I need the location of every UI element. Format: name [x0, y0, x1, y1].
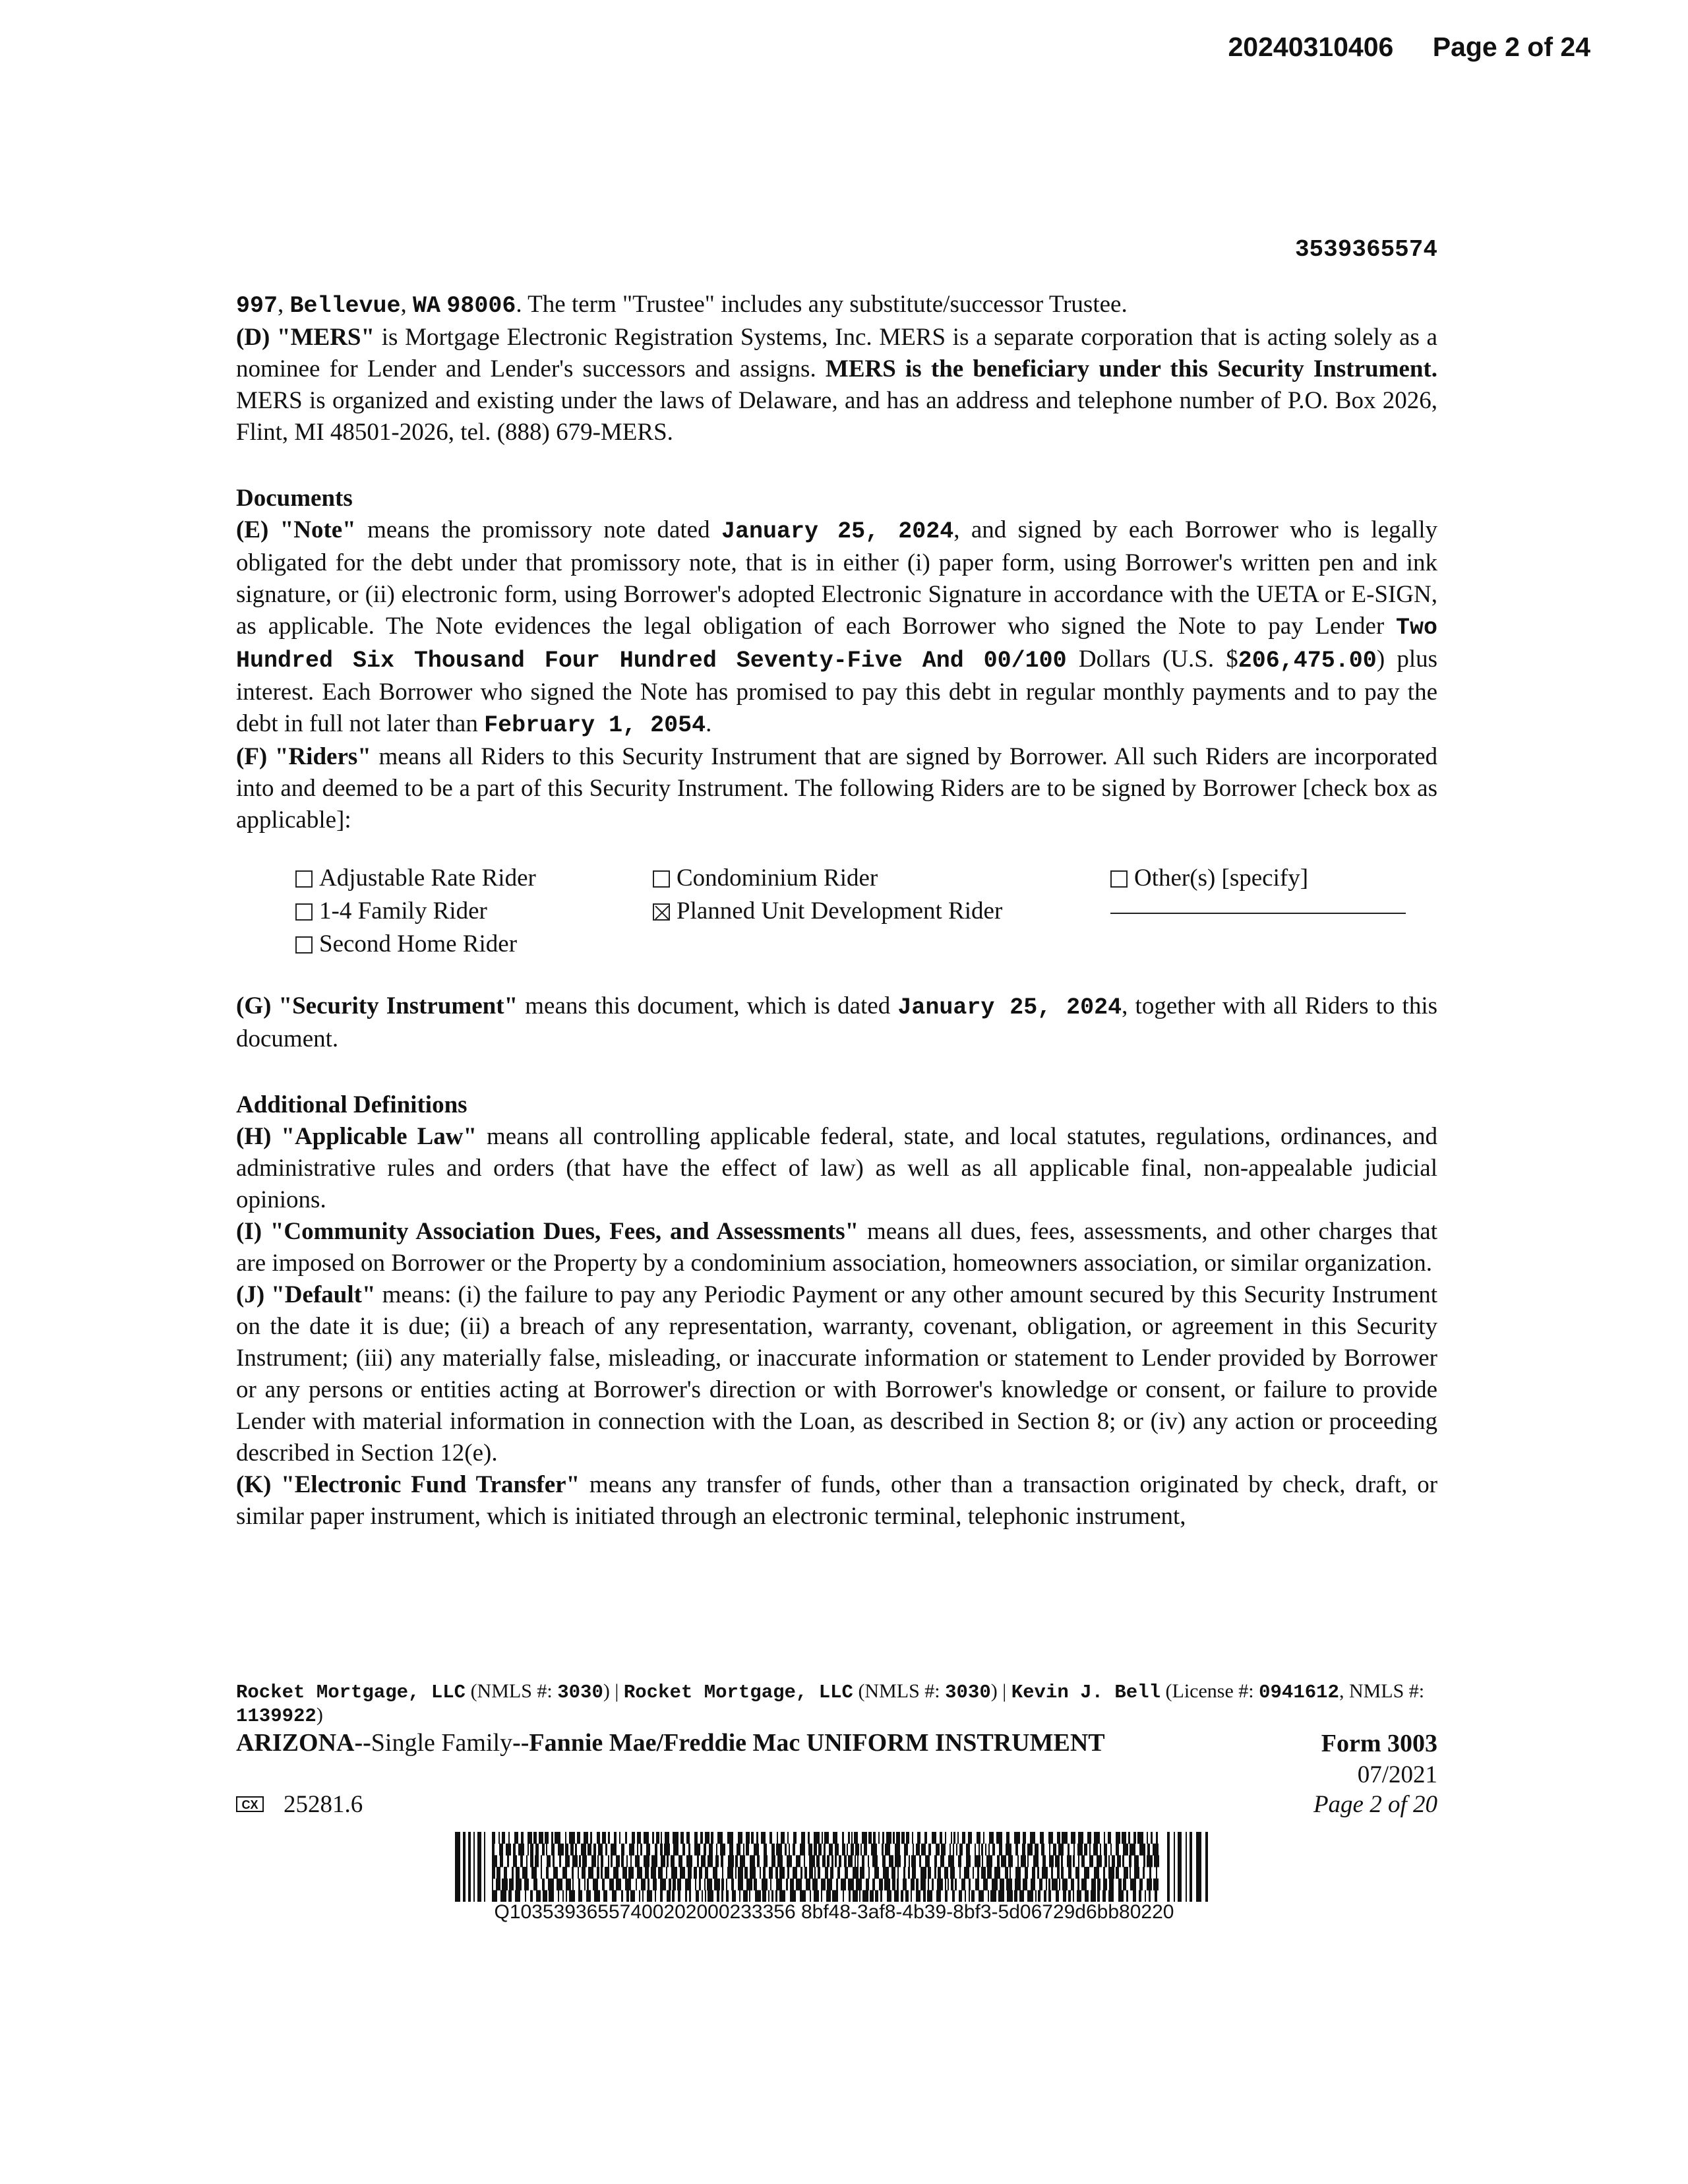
definition-g: [236, 990, 1437, 1055]
barcode-text: Q10353936557400202000233356 8bf48-3af8-4b39-8bf3-5d06729d6bb80220: [494, 1901, 1174, 1923]
trustee-address-zip: 98006: [446, 293, 516, 319]
trustee-address-city: Bellevue: [289, 293, 401, 319]
security-instrument-date: January 25, 2024: [897, 994, 1122, 1021]
form-page-number: Page 2 of 20: [1313, 1791, 1437, 1818]
rider-planned-unit-development: [653, 895, 1002, 927]
rider-adjustable-rate: [295, 863, 536, 894]
definition-i: [236, 1216, 1437, 1279]
nmls-suffix: ) |: [603, 1680, 624, 1702]
definition-d-text-2: MERS is organized and existing under the laws of Delaware, and has an address and telephone number of P.O. Box 2026, Flint, MI 48501-2026, tel. (888) 679-MERS.: [236, 387, 1437, 446]
recording-header: [1196, 32, 1590, 63]
rider-label: Other(s) [specify]: [1134, 864, 1309, 892]
loan-number: 3539365574: [1294, 236, 1437, 263]
definition-h: [236, 1121, 1437, 1216]
definition-f: [236, 741, 1437, 836]
definition-g-text: means this document, which is dated: [518, 992, 898, 1019]
note-date: January 25, 2024: [721, 518, 954, 545]
checkbox-icon: [295, 936, 313, 954]
riders-checklist: [236, 863, 1437, 964]
lender-name-2: Rocket Mortgage, LLC: [623, 1682, 853, 1703]
rider-label: Condominium Rider: [677, 864, 878, 892]
rider-condominium: [653, 863, 878, 894]
trustee-address-number: 997: [236, 293, 278, 319]
footer-lender-line: [236, 1680, 1437, 1728]
rider-label: Planned Unit Development Rider: [677, 897, 1003, 925]
checkbox-icon: [295, 903, 313, 921]
rider-label: Second Home Rider: [319, 930, 518, 957]
definition-e-text-3: Dollars (U.S. $: [1066, 646, 1238, 673]
lender-nmls-2: 3030: [945, 1682, 991, 1703]
document-code: [236, 1790, 363, 1819]
lender-name: Rocket Mortgage, LLC: [236, 1682, 466, 1703]
originator-license: 0941612: [1259, 1682, 1339, 1703]
definition-e-label: (E) "Note": [236, 516, 356, 543]
recording-number: 20240310406: [1228, 32, 1394, 62]
section-heading-additional-definitions: Additional Definitions: [236, 1091, 467, 1118]
nmls-suffix: ): [316, 1704, 323, 1726]
checkbox-icon: [295, 870, 313, 888]
definition-i-text: means all dues, fees, assessments, and other charges that are imposed on Borrower or the Property by a condominium association, homeowners association, or similar organization.: [236, 1218, 1437, 1277]
definition-j: [236, 1279, 1437, 1469]
form-family: Single Family: [371, 1729, 513, 1757]
trustee-tail-text: . The term "Trustee" includes any substitute/successor Trustee.: [516, 291, 1128, 318]
rider-second-home: [295, 928, 517, 960]
definition-e: [236, 514, 1437, 741]
originator-nmls: 1139922: [236, 1705, 316, 1727]
form-number: Form 3003: [1321, 1730, 1437, 1757]
section-heading-documents: Documents: [236, 485, 353, 512]
maturity-date: February 1, 2054: [484, 712, 706, 739]
cx-logo-icon: CX: [236, 1796, 264, 1812]
document-body: [236, 289, 1437, 1532]
loan-originator: Kevin J. Bell: [1011, 1682, 1160, 1703]
definition-e-text: means the promissory note dated: [355, 516, 721, 543]
barcode-icon: [455, 1832, 1213, 1902]
license-prefix: (License #:: [1160, 1680, 1259, 1702]
definition-e-text-2: , and signed by each Borrower who is legally obligated for the debt under that promissory note, that is in either (i) paper form, using Borrower's written pen and ink signature, or (ii) electronic form, using Borrower's adopted Electronic Signature in accordance with the UETA or E-SIGN, as applicable. The Note evidences the legal obligation of each Borrower who signed the Note to pay Lender: [236, 516, 1437, 640]
rider-1-4-family: [295, 895, 487, 927]
definition-f-label: (F) "Riders": [236, 743, 371, 770]
definition-i-label: (I) "Community Association Dues, Fees, and Assessments": [236, 1218, 859, 1245]
definition-e-text-4: ) plus interest. Each Borrower who signed the Note has promised to pay this debt in regular monthly payments and to pay the debt in full not later than: [236, 646, 1438, 737]
rider-other: [1110, 863, 1308, 894]
checkbox-icon: [653, 870, 670, 888]
definition-h-label: (H) "Applicable Law": [236, 1123, 477, 1150]
definition-g-label: (G) "Security Instrument": [236, 992, 518, 1019]
definition-d-text: is Mortgage Electronic Registration Systems, Inc. MERS is a separate corporation that is acting solely as a nominee for Lender and Lender's successors and assigns.: [236, 324, 1437, 382]
nmls-prefix: (NMLS #:: [853, 1680, 946, 1702]
definition-g-text-2: , together with all Riders to this document.: [236, 992, 1437, 1052]
definition-k: [236, 1469, 1437, 1532]
form-date: 07/2021: [1357, 1761, 1437, 1788]
document-code-number: 25281.6: [284, 1791, 363, 1818]
recording-page-label: Page 2 of 24: [1432, 32, 1590, 62]
definition-e-text-5: .: [706, 710, 712, 737]
trustee-address-state: WA: [413, 293, 441, 319]
definition-k-text: means any transfer of funds, other than a transaction originated by check, draft, or similar paper instrument, which is initiated through an electronic terminal, telephonic instrument,: [236, 1471, 1438, 1530]
definition-j-label: (J) "Default": [236, 1281, 376, 1308]
definition-d-bold: MERS is the beneficiary under this Security Instrument.: [825, 355, 1438, 382]
loan-amount-words: Two Hundred Six Thousand Four Hundred Seventy-Five And 00/100: [236, 615, 1437, 674]
definition-d-label: (D) "MERS": [236, 324, 375, 351]
checked-box-icon: [653, 903, 670, 921]
rider-label: 1-4 Family Rider: [319, 897, 487, 925]
loan-amount: 206,475.00: [1238, 648, 1377, 674]
other-rider-specify-line: [1110, 890, 1406, 914]
checkbox-icon: [1110, 870, 1128, 888]
definition-h-text: means all controlling applicable federal, state, and local statutes, regulations, ordinances, and administrative rules and orders (that have the effect of law) as well as all applicable final, non-appealable judicial opinions.: [236, 1123, 1437, 1213]
form-state: ARIZONA--: [236, 1729, 371, 1757]
definition-d: [236, 322, 1437, 448]
nmls-prefix: , NMLS #:: [1339, 1680, 1425, 1702]
definition-f-text: means all Riders to this Security Instrument that are signed by Borrower. All such Riders are incorporated into and deemed to be a part of this Security Instrument. The following Riders are to be signed by Borrower [check box as applicable]:: [236, 743, 1437, 834]
definition-j-text: means: (i) the failure to pay any Periodic Payment or any other amount secured by this Security Instrument on the date it is due; (ii) a breach of any representation, warranty, covenant, obligation, or agreement in this Security Instrument; (iii) any materially false, misleading, or inaccurate information or statement to Lender provided by Borrower or any persons or entities acting at Borrower's direction or with Borrower's knowledge or consent, or failure to provide Lender with material information in connection with the Loan, as described in Section 8; or (iv) any action or proceeding described in Section 12(e).: [236, 1281, 1437, 1467]
nmls-suffix: ) |: [990, 1680, 1011, 1702]
definition-k-label: (K) "Electronic Fund Transfer": [236, 1471, 580, 1498]
lender-nmls: 3030: [557, 1682, 603, 1703]
nmls-prefix: (NMLS #:: [466, 1680, 558, 1702]
trustee-continuation: 997, Bellevue, WA 98006. The term "Trustee" includes any substitute/successor Trustee.: [236, 291, 1128, 319]
rider-label: Adjustable Rate Rider: [319, 864, 536, 892]
form-instrument: --Fannie Mae/Freddie Mac UNIFORM INSTRUMENT: [512, 1729, 1105, 1757]
form-title: [236, 1728, 1437, 1757]
